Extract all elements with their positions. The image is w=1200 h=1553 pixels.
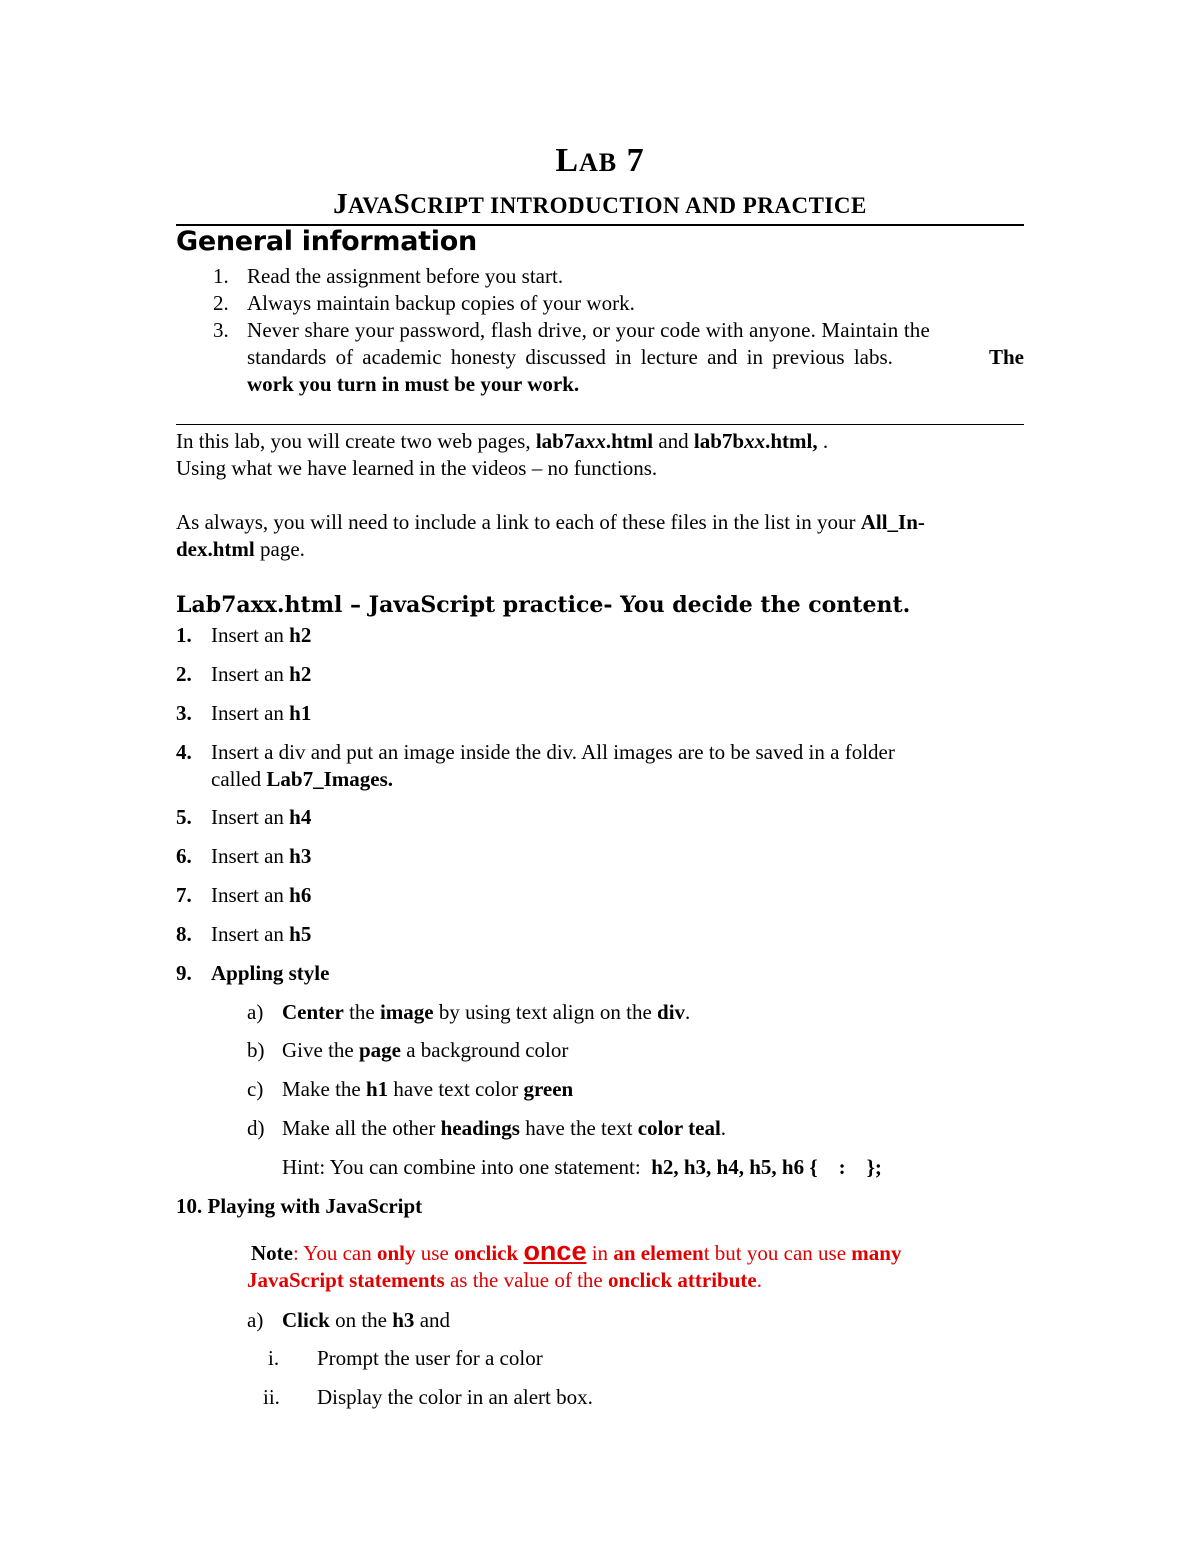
general-item-number: 2. — [213, 291, 229, 315]
step-number: 5. — [176, 805, 192, 829]
step-text: Insert an h4 — [211, 805, 312, 829]
intro-line: As always, you will need to include a link to each of these files in the list in your All_In- — [176, 510, 925, 534]
step-number: 1. — [176, 623, 192, 647]
style-label: d) — [247, 1116, 265, 1140]
step-number: 8. — [176, 922, 192, 946]
style-label: b) — [247, 1038, 265, 1062]
intro-line: dex.html page. — [176, 537, 305, 561]
step-text: Insert an h1 — [211, 701, 312, 725]
general-item-text: standards of academic honesty discussed in lecture and in previous labs. The — [247, 345, 1024, 369]
step-number: 7. — [176, 883, 192, 907]
general-item-text: Always maintain backup copies of your work. — [247, 291, 635, 315]
lab-subtitle: JAVASCRIPT INTRODUCTION AND PRACTICE — [333, 188, 867, 220]
style-text: Give the page a background color — [282, 1038, 569, 1062]
step-text: Insert an h6 — [211, 883, 312, 907]
step-number: 4. — [176, 740, 192, 764]
note-line: JavaScript statements as the value of the onclick attribute. — [247, 1268, 762, 1292]
style-text: Make the h1 have text color green — [282, 1077, 574, 1101]
step-text: called Lab7_Images. — [211, 767, 393, 791]
note-line: Note: You can only use onclick once in an element but you can use many — [251, 1236, 902, 1266]
js-heading: 10. Playing with JavaScript — [176, 1194, 423, 1218]
hint-text: Hint: You can combine into one statement: h2, h3, h4, h5, h6 { : }; — [282, 1155, 882, 1179]
section-rule — [176, 424, 1024, 425]
general-item-text: Never share your password, flash drive, or your code with anyone. Maintain the — [247, 318, 930, 342]
general-item-number: 1. — [213, 264, 229, 288]
step-number: 9. — [176, 961, 192, 985]
general-heading: General information — [176, 226, 477, 257]
js-substep-label: i. — [268, 1346, 280, 1370]
step-text: Insert an h2 — [211, 623, 312, 647]
js-substep-text: Display the color in an alert box. — [317, 1385, 593, 1409]
js-step-text: Click on the h3 and — [282, 1308, 451, 1332]
style-text: Center the image by using text align on the div. — [282, 1000, 691, 1024]
js-substep-text: Prompt the user for a color — [317, 1346, 543, 1370]
intro-line: In this lab, you will create two web pages, lab7axx.html and lab7bxx.html, . — [176, 429, 829, 453]
step-text: Insert an h3 — [211, 844, 312, 868]
js-step-label: a) — [247, 1308, 264, 1332]
step-text: Insert an h5 — [211, 922, 312, 946]
style-text: Make all the other headings have the text color teal. — [282, 1116, 727, 1140]
lab7a-heading: Lab7axx.html – JavaScript practice- You decide the content. — [176, 592, 911, 618]
general-item-text: work you turn in must be your work. — [247, 372, 580, 396]
lab-title: LAB 7 — [555, 142, 645, 179]
general-item-text: Read the assignment before you start. — [247, 264, 564, 288]
step-text: Insert an h2 — [211, 662, 312, 686]
step-text: Appling style — [211, 961, 330, 985]
step-number: 2. — [176, 662, 192, 686]
js-substep-label: ii. — [263, 1385, 280, 1409]
style-label: c) — [247, 1077, 264, 1101]
step-number: 6. — [176, 844, 192, 868]
step-text: Insert a div and put an image inside the div. All images are to be saved in a folder — [211, 740, 895, 764]
intro-line: Using what we have learned in the videos – no functions. — [176, 456, 658, 480]
general-item-number: 3. — [213, 318, 229, 342]
style-label: a) — [247, 1000, 264, 1024]
step-number: 3. — [176, 701, 192, 725]
